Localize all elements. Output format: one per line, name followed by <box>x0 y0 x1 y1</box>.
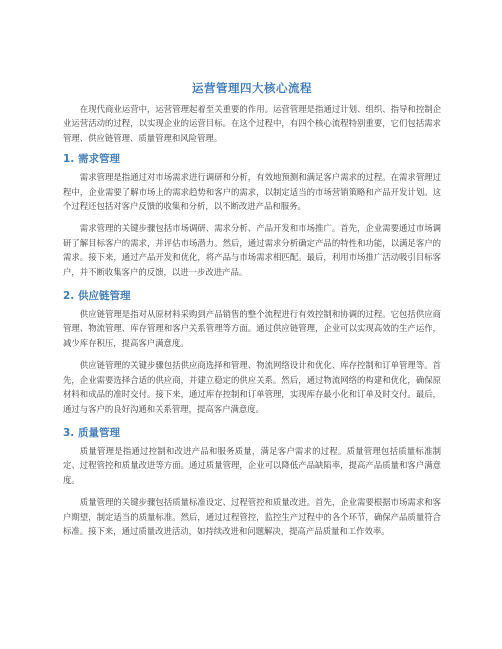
section-heading-supply-chain: 2. 供应链管理 <box>63 290 131 303</box>
section-heading-demand-management: 1. 需求管理 <box>63 153 120 166</box>
paragraph-demand-1: 需求管理是指通过对市场需求进行调研和分析，有效地预测和满足客户需求的过程。在需求管理过程中，企业需要了解市场上的需求趋势和客户的需求，以制定适当的市场营销策略和产品开发计划。这个过程还包括对客户反馈的收集和分析，以不断改进产品和服务。 <box>63 172 441 212</box>
paragraph-quality-1: 质量管理是指通过控制和改进产品和服务质量，满足客户需求的过程。质量管理包括质量标准制定、过程管控和质量改进等方面。通过质量管理，企业可以降低产品缺陷率，提高产品质量和客户满意度。 <box>63 445 441 485</box>
paragraph-supply-chain-2: 供应链管理的关键步骤包括供应商选择和管理、物流网络设计和优化、库存控制和订单管理等。首先，企业需要选择合适的供应商，并建立稳定的供应关系。然后，通过物流网络的构建和优化，确保原材料和成品的准时交付。接下来，通过库存控制和订单管理，实现库存最小化和订单及时交付。最后，通过与客户的良好沟通和关系管理，提高客户满意度。 <box>63 360 441 414</box>
paragraph-supply-chain-1: 供应链管理是指对从原材料采购到产品销售的整个流程进行有效控制和协调的过程。它包括供应商管理、物流管理、库存管理和客户关系管理等方面。通过供应链管理，企业可以实现高效的生产运作，减少库存积压，提高客户满意度。 <box>63 309 441 348</box>
section-heading-quality-management: 3. 质量管理 <box>63 426 120 439</box>
intro-paragraph: 在现代商业运营中，运营管理起着至关重要的作用。运营管理是指通过计划、组织、指导和控制企业运营活动的过程，以实现企业的运营目标。在这个过程中，有四个核心流程特别重要，它们包括需求管理、供应链管理、质量管理和风险管理。 <box>63 104 441 143</box>
paragraph-demand-2: 需求管理的关键步骤包括市场调研、需求分析、产品开发和市场推广。首先，企业需要通过市场调研了解目标客户的需求，并评估市场潜力。然后，通过需求分析确定产品的特性和功能，以满足客户的需求。接下来，通过产品开发和优化，将产品与市场需求相匹配。最后，利用市场推广活动吸引目标客户，并不断收集客户的反馈，以进一步改进产品。 <box>63 223 441 277</box>
document-title: 运营管理四大核心流程 <box>192 81 312 95</box>
paragraph-quality-2: 质量管理的关键步骤包括质量标准设定、过程管控和质量改进。首先，企业需要根据市场需求和客户期望，制定适当的质量标准。然后，通过过程管控，监控生产过程中的各个环节，确保产品质量符合标准。接下来，通过质量改进活动，如持续改进和问题解决，提高产品质量和工作效率。 <box>63 497 441 536</box>
